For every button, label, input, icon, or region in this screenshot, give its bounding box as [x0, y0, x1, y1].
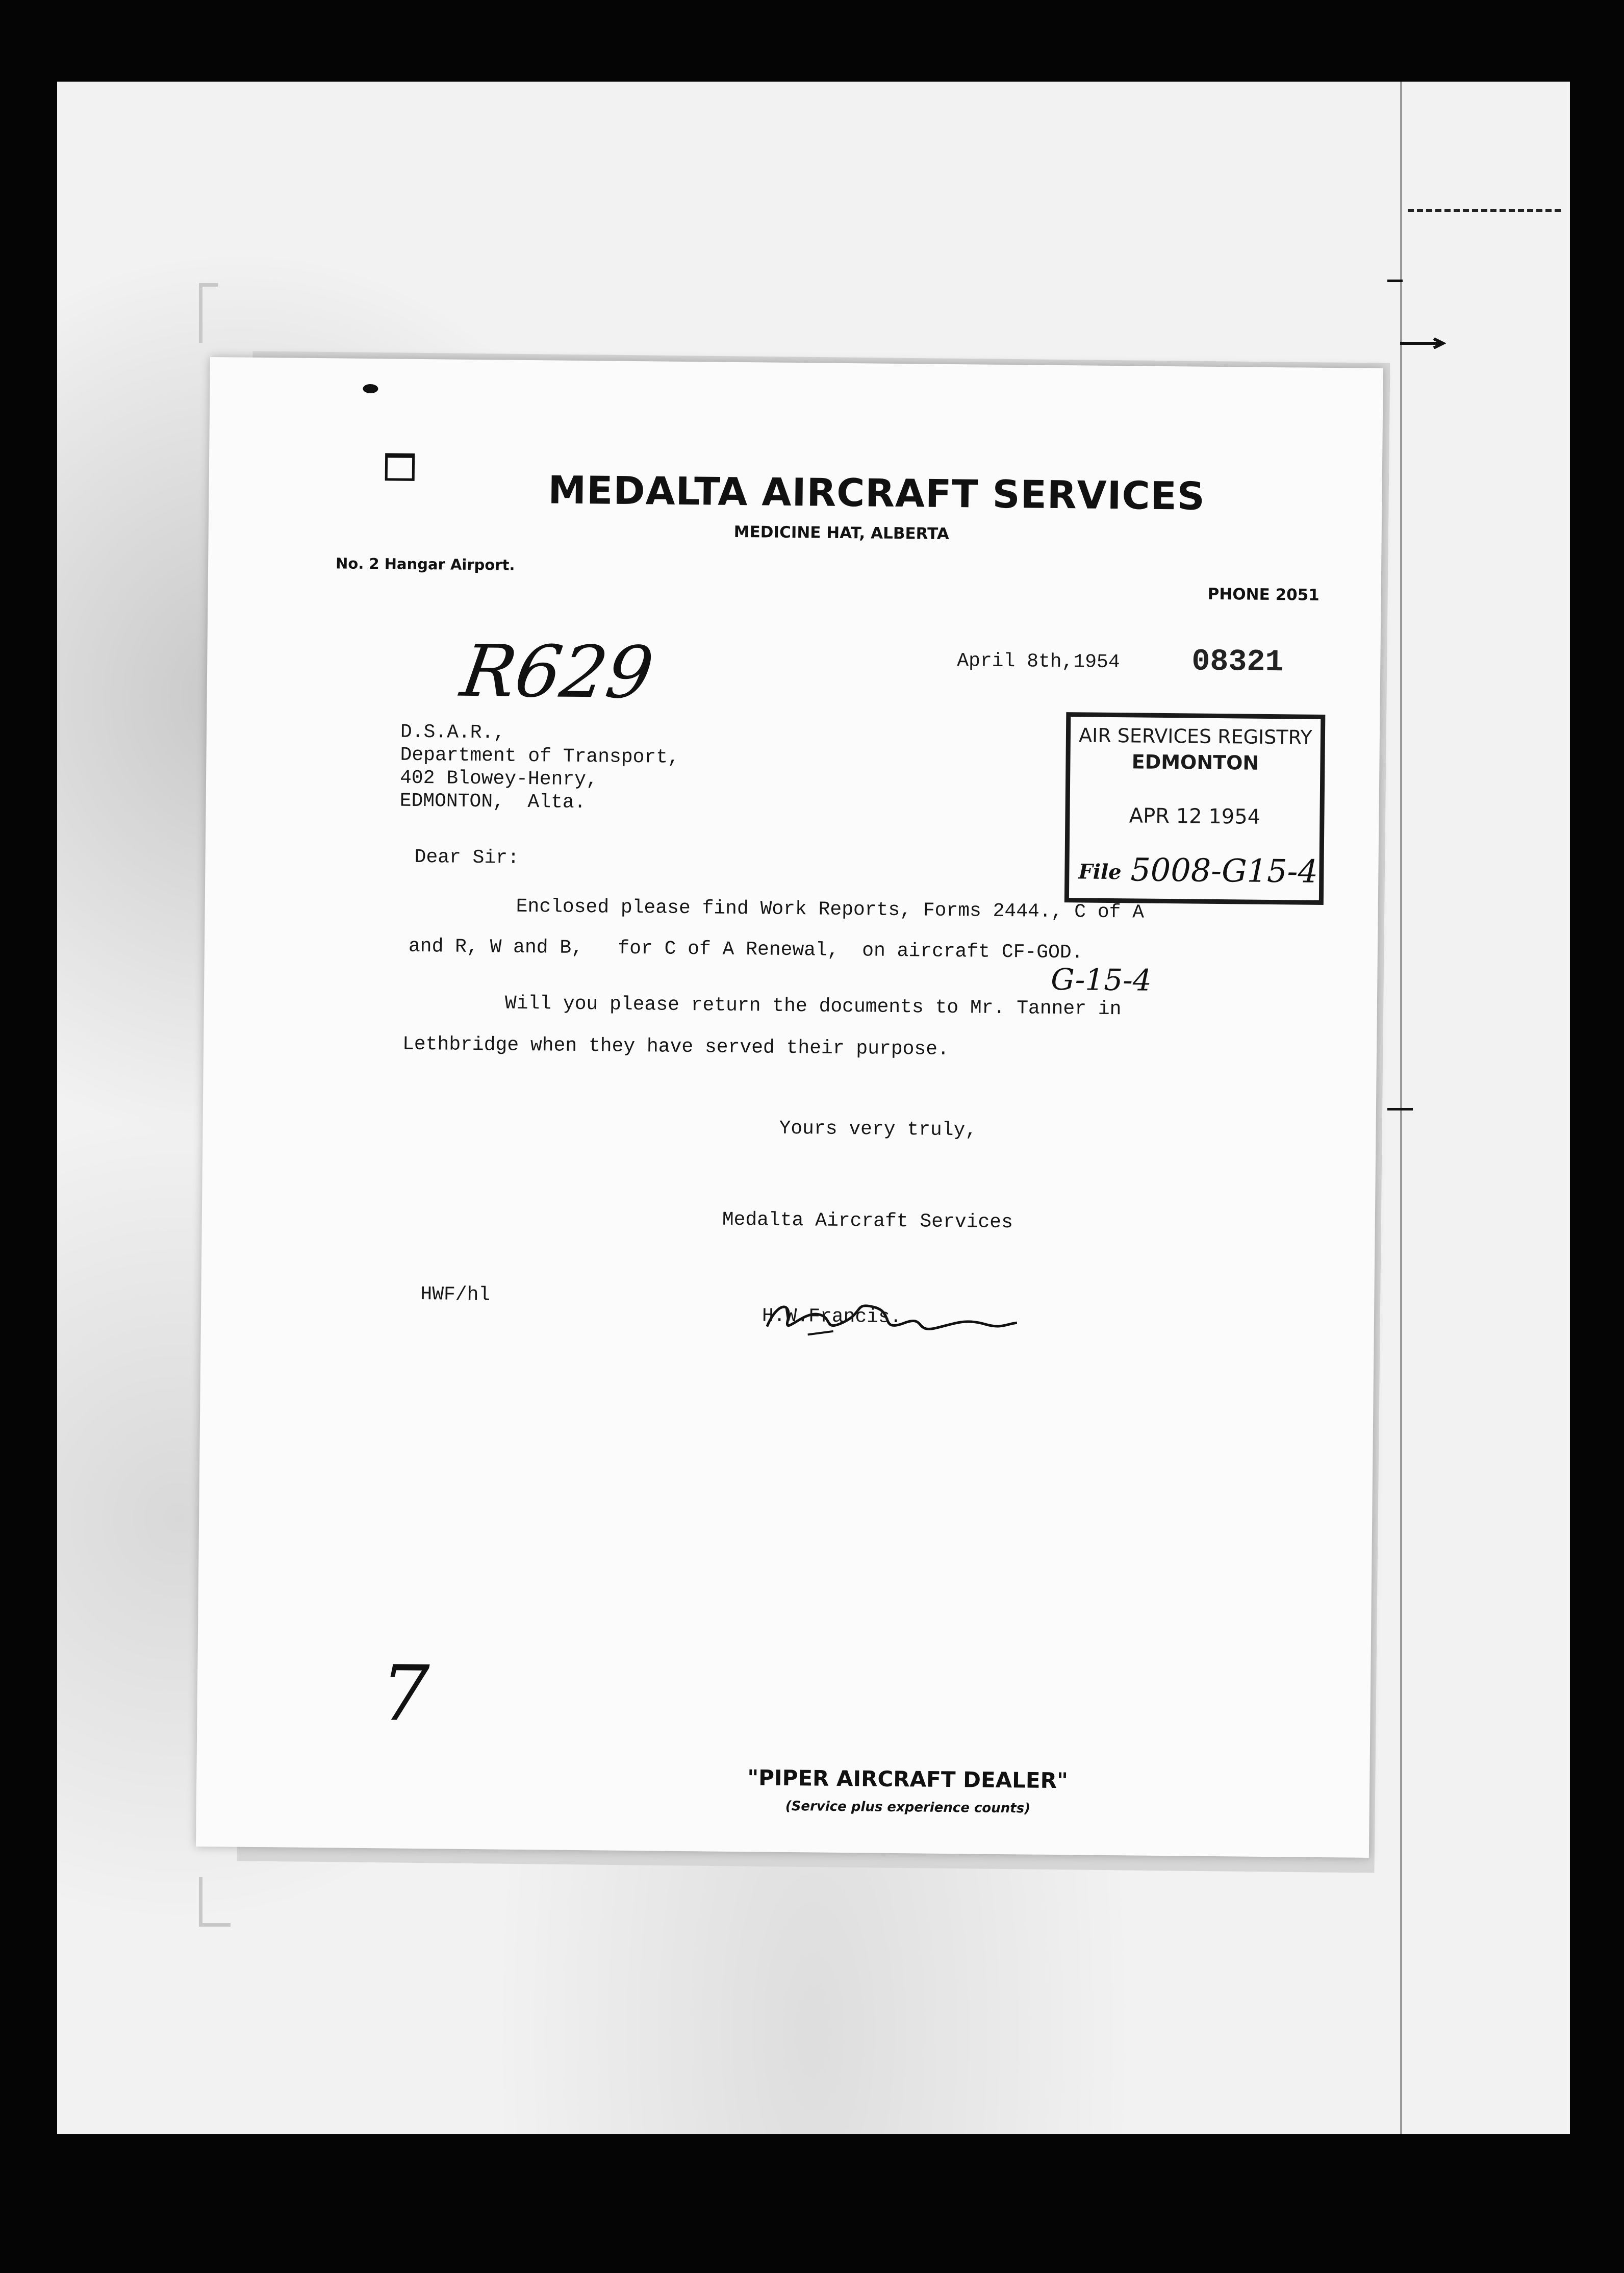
handwritten-file-ref: R629: [455, 629, 658, 715]
stamp-city: EDMONTON: [1131, 750, 1259, 774]
stamp-title: AIR SERVICES REGISTRY: [1078, 724, 1312, 749]
punch-mark: [385, 453, 415, 481]
letter-date: April 8th,1954: [957, 650, 1120, 674]
handwritten-page-mark: 7: [380, 1649, 430, 1739]
company-name: MEDALTA AIRCRAFT SERVICES: [548, 467, 1206, 519]
recipient-line: 402 Blowey-Henry,: [399, 767, 598, 791]
edge-tick: [1387, 280, 1403, 282]
salutation: Dear Sir:: [414, 846, 520, 869]
dealer-slogan: "PIPER AIRCRAFT DEALER": [747, 1765, 1069, 1794]
edge-dashes: [1408, 209, 1561, 212]
arrow-icon: [1400, 338, 1446, 349]
typist-initials: HWF/hl: [420, 1283, 491, 1306]
body-paragraph-line: Lethbridge when they have served their purpose.: [402, 1033, 950, 1060]
corner-bracket-bottom: [199, 1877, 231, 1927]
closing: Yours very truly,: [779, 1117, 977, 1142]
handwritten-aircraft-file: G-15-4: [1051, 962, 1152, 998]
edge-tick: [1387, 1108, 1413, 1110]
ink-speck: [363, 384, 378, 393]
letter-page: [196, 357, 1383, 1858]
signing-company: Medalta Aircraft Services: [722, 1208, 1013, 1234]
recipient-line: Department of Transport,: [400, 744, 680, 769]
company-city: MEDICINE HAT, ALBERTA: [733, 522, 949, 543]
body-paragraph-line: Will you please return the documents to Mr. Tanner in: [504, 992, 1122, 1021]
recipient-line: D.S.A.R.,: [400, 721, 505, 744]
corner-bracket-top: [199, 283, 218, 343]
hangar-address: No. 2 Hangar Airport.: [335, 554, 515, 574]
stamp-file-label: File: [1078, 860, 1122, 885]
signer-name: H.W.Francis.: [762, 1305, 902, 1329]
phone-number: PHONE 2051: [1207, 585, 1320, 604]
recipient-line: EDMONTON, Alta.: [399, 790, 586, 814]
dealer-tagline: (Service plus experience counts): [785, 1798, 1031, 1816]
stamp-date: APR 12 1954: [1129, 804, 1261, 829]
registry-stamp: [1064, 712, 1326, 905]
document-number: 08321: [1191, 644, 1284, 680]
stamp-file-value: 5008-G15-4: [1130, 851, 1318, 890]
body-paragraph-line: Enclosed please find Work Reports, Forms 2444., C of A: [516, 895, 1145, 924]
body-paragraph-line: and R, W and B, for C of A Renewal, on aircraft CF-GOD.: [408, 935, 1083, 964]
